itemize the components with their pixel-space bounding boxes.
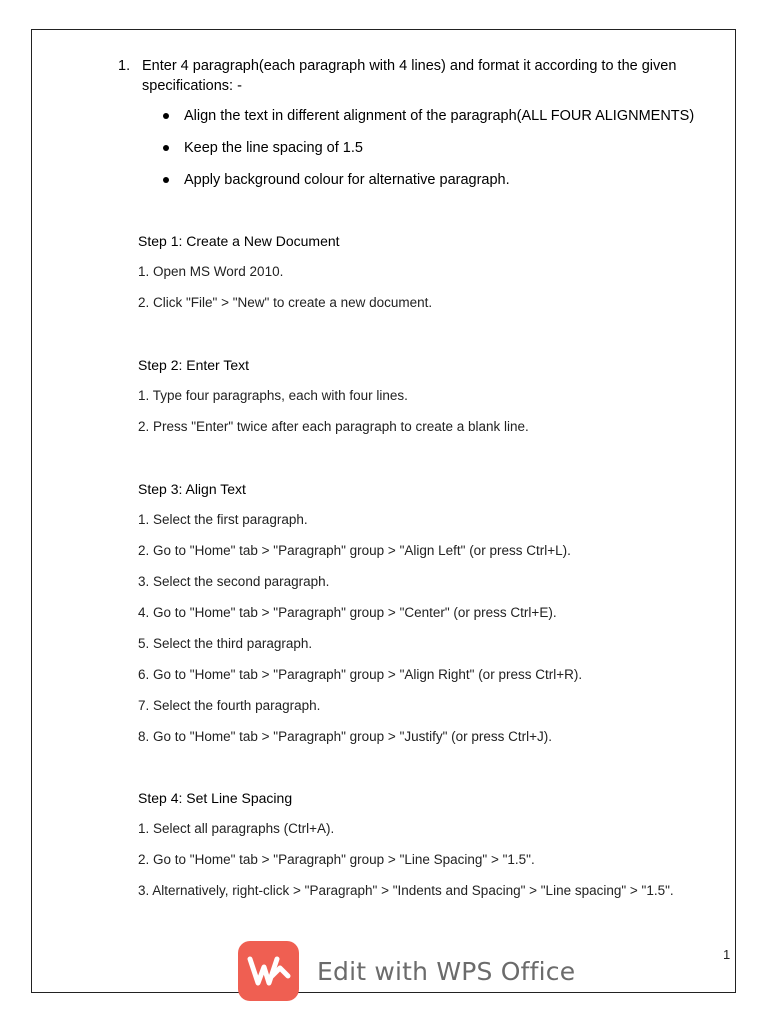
- page-number: 1: [723, 947, 731, 962]
- wps-watermark-text: Edit with WPS Office: [317, 956, 576, 986]
- step-line: 2. Go to "Home" tab > "Paragraph" group > "Align Left" (or press Ctrl+L).: [138, 543, 571, 558]
- step-title: Step 4: Set Line Spacing: [138, 790, 293, 806]
- step-line: 7. Select the fourth paragraph.: [138, 698, 321, 713]
- task-text: Enter 4 paragraph(each paragraph with 4 lines) and format it according to the given specifications: -: [142, 58, 677, 94]
- step-line: 8. Go to "Home" tab > "Paragraph" group > "Justify" (or press Ctrl+J).: [138, 729, 553, 744]
- specification-list: [160, 106, 694, 202]
- step-line: 1. Select the first paragraph.: [138, 512, 308, 527]
- step-title: Step 1: Create a New Document: [138, 233, 340, 249]
- step-line: 1. Type four paragraphs, each with four lines.: [138, 388, 408, 403]
- step-line: 1. Open MS Word 2010.: [138, 264, 284, 279]
- specification-item: [160, 170, 694, 202]
- specification-text: Align the text in different alignment of the paragraph(ALL FOUR ALIGNMENTS): [184, 108, 695, 124]
- specification-item: [160, 106, 694, 138]
- specification-text: Keep the line spacing of 1.5: [184, 140, 363, 156]
- step-title: Step 3: Align Text: [138, 481, 246, 497]
- bullet-icon: [163, 113, 169, 119]
- step-4-section: [138, 788, 728, 912]
- step-line: 3. Alternatively, right-click > "Paragraph" > "Indents and Spacing" > "Line spacing" > "1.5".: [138, 883, 674, 898]
- step-3-section: [138, 479, 728, 758]
- wps-watermark[interactable]: [238, 941, 575, 1001]
- task-heading: [118, 56, 708, 96]
- step-line: 2. Go to "Home" tab > "Paragraph" group > "Line Spacing" > "1.5".: [138, 852, 535, 867]
- wps-office-logo-icon: [238, 941, 299, 1001]
- specification-text: Apply background colour for alternative paragraph.: [184, 172, 510, 188]
- step-line: 2. Press "Enter" twice after each paragraph to create a blank line.: [138, 419, 529, 434]
- step-line: 6. Go to "Home" tab > "Paragraph" group > "Align Right" (or press Ctrl+R).: [138, 667, 583, 682]
- step-line: 4. Go to "Home" tab > "Paragraph" group > "Center" (or press Ctrl+E).: [138, 605, 557, 620]
- step-2-section: [138, 355, 728, 448]
- step-1-section: [138, 231, 728, 324]
- step-line: 5. Select the third paragraph.: [138, 636, 313, 651]
- task-number: 1.: [118, 58, 131, 74]
- step-title: Step 2: Enter Text: [138, 357, 250, 373]
- specification-item: [160, 138, 694, 170]
- bullet-icon: [163, 177, 169, 183]
- wps-w-mark-icon: [247, 956, 291, 986]
- step-line: 3. Select the second paragraph.: [138, 574, 330, 589]
- bullet-icon: [163, 145, 169, 151]
- step-line: 1. Select all paragraphs (Ctrl+A).: [138, 821, 335, 836]
- step-line: 2. Click "File" > "New" to create a new document.: [138, 295, 433, 310]
